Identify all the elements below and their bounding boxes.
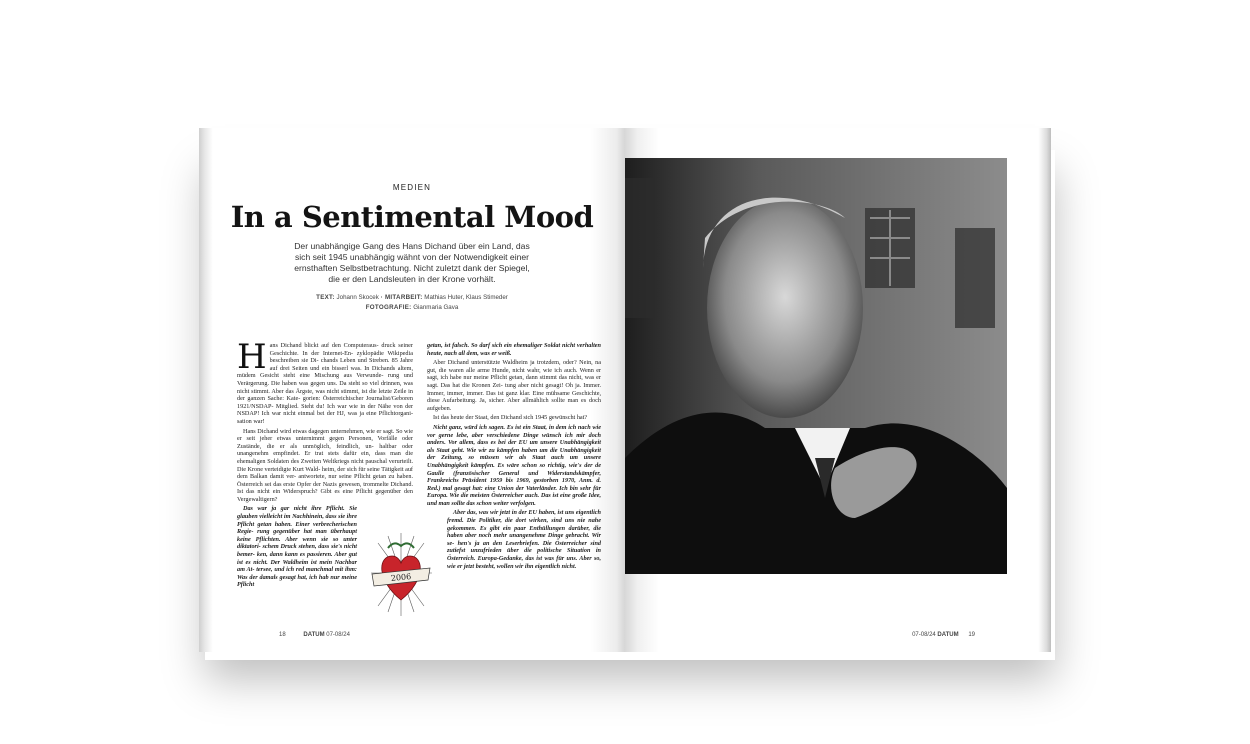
credits-photo-label: FOTOGRAFIE: bbox=[365, 304, 412, 311]
body-paragraph: Nicht ganz, würd ich sagen. Es ist ein Staat, in dem ich nach wie vor gerne lebe, aber verschiedene Dinge wünsch ich mir doch anders. Vor allem, dass es bei der EU um unsere Unabhängigkeit als Staat geht. Wie wir zu kämpfen haben um die Unabhängigkeit der Zeitung, so müssen wir als Staat auch um unsere Unabhängigkeit kämpfen. Es wäre schon so richtig, wie's der de Gaulle (französischer General und Widerstandskämpfer, Frankreichs Präsident 1959 bis 1969, gestorben 1970, Anm. d. Red.) mal gesagt hat: eine Union der Vaterländer. Ich bin sehr für Europa. Wie die meisten Österreicher auch. Das ist eine große Idee, und man sollte das schon weiter verfolgen. bbox=[427, 423, 601, 507]
left-folio-brand: DATUM bbox=[303, 632, 325, 638]
left-folio bbox=[279, 632, 350, 638]
credits-text-label: TEXT: bbox=[316, 294, 335, 301]
article-title: In a Sentimental Mood bbox=[230, 200, 594, 234]
emblem-year: 2006 bbox=[390, 571, 412, 584]
article-lead: Der unabhängige Gang des Hans Dichand über ein Land, das sich seit 1945 unabhängig wähnt von der Notwendigkeit einer ernsthaften Selbstbetrachtung. Nicht zuletzt dank der Spiegel, die er den Landsleuten in der Krone vorhält. bbox=[294, 241, 530, 284]
right-folio-brand: DATUM bbox=[937, 632, 959, 638]
drop-cap: H bbox=[237, 337, 267, 377]
right-folio bbox=[912, 632, 975, 638]
section-kicker: MEDIEN bbox=[392, 183, 432, 192]
portrait-photo bbox=[625, 158, 1007, 574]
magazine-spread bbox=[199, 128, 1051, 652]
left-folio-issue: 07-08/24 bbox=[326, 632, 350, 638]
portrait-image bbox=[625, 158, 1007, 574]
credits-text bbox=[259, 294, 565, 301]
right-page-number: 19 bbox=[968, 632, 975, 638]
body-paragraph: Ist das heute der Staat, den Dichand sich 1945 gewünscht hat? bbox=[433, 414, 588, 422]
right-page bbox=[625, 128, 1051, 652]
credits-author: Johann Skocek bbox=[336, 294, 379, 301]
body-paragraph: Aber Dichand unterstützte Waldheim ja trotzdem, oder? Nein, na gut, die waren alle arme Hunde, nicht wahr, wie ich auch. Wenn er sagt, ich habe nur meine Pflicht getan, dann stimmt das nicht, was er sagt. Das hat die Kronen Zei- tung aber nicht gesagt! Oh ja. Immer. Immer, immer, immer. Das ist ganz klar. Eine mühsame Geschichte, diese Aufarbeitung. Ja, sicher. Aber allmählich sollte man es doch aufgeben. bbox=[427, 359, 601, 412]
left-page bbox=[199, 128, 625, 652]
body-paragraph: getan, ist falsch. So darf sich ein ehemaliger Soldat nicht verhalten heute, nach all dem, was er weiß. bbox=[427, 342, 601, 357]
body-paragraph: Das war ja gar nicht ihre Pflicht. Sie glauben vielleicht im Nachhinein, dass sie ihre Pflicht getan haben. Einer verbrecherischen Regie- rung gegenüber hat man überhaupt keine Pflichten. Aber wenn sie so unter diktatori- schem Druck stehen, dass sie's nicht bemer- ken, dann kann es passieren. Aber gut ist es nicht. Der Waldheim ist mein Nachbar am At- tersee, und ich red manchmal mit ihm: Was der damals gesagt hat, ich hab nur meine Pflicht bbox=[237, 505, 357, 589]
body-column-2 bbox=[427, 342, 601, 572]
left-page-number: 18 bbox=[279, 632, 286, 638]
credits-collaborators: Mathias Huter, Klaus Stimeder bbox=[424, 294, 508, 301]
right-folio-issue: 07-08/24 bbox=[912, 632, 936, 638]
credits-photographer: Gianmaria Gava bbox=[413, 304, 459, 311]
body-paragraph: ans Dichand blickt auf den Computeraus- druck seiner Geschichte. In der Internet-En- zyklopädie Wikipedia beschreiben sie Di- chands Leben und Streben. 85 Jahre auf drei Seiten und ein bisserl was. In Dichands altem, müdem Gesicht steht eine Mischung aus Verwunde- rung und Verärgerung. Die haben was gegen uns. Da steht so viel drinnen, was nicht stimmt. Aber das Ärgste, was nicht stimmt, ist die letzte Zeile in der ganzen Sache: Kate- gorien: Österreichischer Journalist/Geboren 1921/NSDAP- Mitglied. Steht du! Ich war wie in der Nähe von der NSDAP! Ich war nicht einmal bei der HJ, was ja eine Pflichtorgani- sation war! bbox=[237, 342, 413, 425]
body-paragraph: Aber das, was wir jetzt in der EU haben, ist uns eigentlich fremd. Die Politiker, die dort wirken, sind uns nie nahe gekommen. Es gibt ein paar Enthüllungen darüber, die haben aber noch mehr unangenehme Dinge gebracht. Wir se- hen's ja an den Leserbriefen. Die Österreicher sind zutiefst unzufrieden über die politische Situation in Österreich. Europa-Gedanke, das ist was für uns. Aber so, wie er jetzt besteht, wollen wir ihn eigentlich nicht. bbox=[447, 509, 601, 570]
credits-photo bbox=[259, 304, 565, 311]
credits-collab-label: · MITARBEIT: bbox=[380, 294, 423, 301]
body-paragraph: Hans Dichand wird etwas dagegen unternehmen, wie er sagt. So wie er seit jeher etwas unternimmt gegen Personen, Vorfälle oder Zustände, die er als unmöglich, feindlich, un- haltbar oder unangenehm empfindet. Er trat stets dafür ein, dass man die ehemaligen Soldaten des Zweiten Weltkriegs nicht pauschal verurteilt. Die Krone verteidigte Kurt Wald- heim, der sich für seine Tätigkeit auf dem Balkan damit ver- antwortete, nur seine Pflicht getan zu haben. Österreich sei das erste Opfer der Nazis gewesen, trommelte Dichand. Ist das nicht ein Widerspruch? Gibt es eine Pflicht gegenüber den Vergewaltigern? bbox=[237, 427, 413, 503]
heart-tattoo-emblem bbox=[366, 528, 436, 618]
